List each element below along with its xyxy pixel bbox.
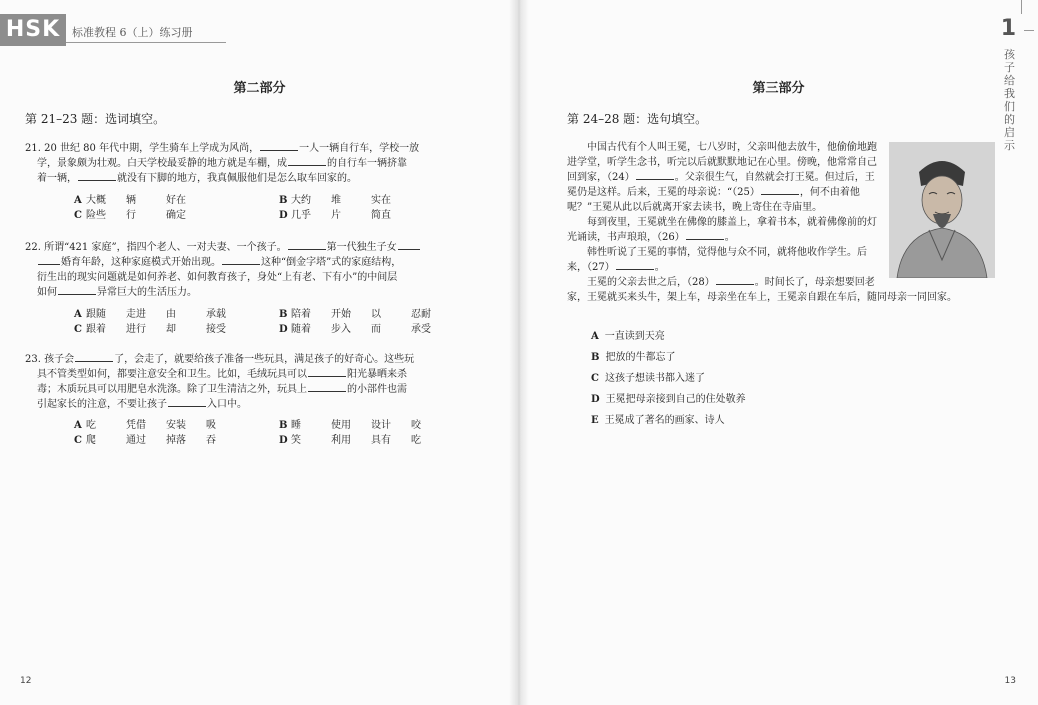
answer-blank[interactable] <box>308 382 346 392</box>
choice-b[interactable]: B 把放的牛都忘了 <box>591 352 676 363</box>
answer-blank[interactable] <box>260 141 298 151</box>
instruction: 第 21–23 题：选词填空。 <box>25 112 166 126</box>
answer-blank[interactable] <box>78 171 116 181</box>
portrait-illustration <box>889 142 995 278</box>
option-a[interactable]: A 吃 凭借 安装 吸 <box>74 420 216 431</box>
passage-paragraph-1: 中国古代有个人叫王冕，七八岁时，父亲叫他去放牛，他偷偷地跑进学堂，听学生念书，听完以后就默默地记在心里。傍晚，他常常自己回到家，（24） 。父亲很生气，自然就会打王冕。但过后，王冕仍是这样。后来，王冕的母亲说：“（25） ，何不由着他呢？”王冕从此以后就离开家去读书，晚上寄住在寺庙里。 <box>567 142 877 213</box>
page-number-right: 13 <box>1004 676 1016 686</box>
option-d[interactable]: D 随着 步入 而 承受 <box>279 324 431 335</box>
question-23: 23. 孩子会 了，会走了，就要给孩子准备一些玩具，满足孩子的好奇心。这些玩 具不管类型如何，都要注意安全和卫生。比如，毛绒玩具可以 阳光暴晒来杀 毒；木质玩具可以用肥皂水洗涤。除了卫生清洁之外，玩具上 的小部件也需 引起家长的注意，不要让孩子 入口中。 <box>25 354 415 410</box>
wang-mian-portrait <box>889 142 995 278</box>
section-title: 第三部分 <box>752 81 805 96</box>
option-b[interactable]: B 大约 堆 实在 <box>279 195 391 206</box>
answer-blank-24[interactable] <box>636 170 674 180</box>
instruction: 第 24–28 题：选句填空。 <box>567 112 708 126</box>
option-a[interactable]: A 跟随 走进 由 承载 <box>74 309 226 320</box>
option-a[interactable]: A 大概 辆 好在 <box>74 195 186 206</box>
option-b[interactable]: B 陪着 开始 以 忍耐 <box>279 309 431 320</box>
lesson-tab-dash <box>1024 30 1034 31</box>
sentence-choices <box>591 326 746 431</box>
option-d[interactable]: D 几乎 片 简直 <box>279 210 391 221</box>
passage-paragraph-2: 每到夜里，王冕就坐在佛像的膝盖上，拿着书本，就着佛像前的灯光诵读，书声琅琅，（26） 。 <box>567 217 877 243</box>
lesson-tab-line <box>1021 0 1022 14</box>
answer-blank[interactable] <box>222 255 260 265</box>
answer-blank[interactable] <box>398 240 420 250</box>
lesson-title: 孩子给我们的启示 <box>1004 48 1015 152</box>
answer-blank-28[interactable] <box>716 275 754 285</box>
question-22: 22. 所谓“421 家庭”，指四个老人、一对夫妻、一个孩子。 第一代独生子女 婚育年龄，这种家庭模式开始出现。 这种“倒金字塔”式的家庭结构， 衍生出的现实问题就是如何养老、如何教育孩子，身处“上有老、下有小”的中间层 如何 异常巨大的生活压力。 <box>25 240 475 300</box>
hsk-logo: HSK <box>0 14 66 46</box>
choice-e[interactable]: E 王冕成了著名的画家、诗人 <box>591 415 725 426</box>
option-d[interactable]: D 笑 利用 具有 吃 <box>279 435 421 446</box>
answer-blank[interactable] <box>75 352 113 362</box>
answer-blank[interactable] <box>168 397 206 407</box>
choice-c[interactable]: C 这孩子想读书都入迷了 <box>591 373 705 384</box>
lesson-number: 1 <box>1000 16 1016 41</box>
choice-a[interactable]: A 一直读到天亮 <box>591 331 665 342</box>
answer-blank-26[interactable] <box>686 230 724 240</box>
answer-blank[interactable] <box>288 156 326 166</box>
options-22 <box>74 307 484 337</box>
options-21 <box>74 193 484 223</box>
header-divider <box>66 42 226 43</box>
answer-blank[interactable] <box>38 255 60 265</box>
answer-blank-25[interactable] <box>761 185 799 195</box>
options-23 <box>74 418 484 448</box>
passage-paragraph-4: 王冕的父亲去世之后，（28） 。时间长了，母亲想要回老家，王冕就买来头牛，架上车，母亲坐在车上，王冕亲自跟在车后，随同母亲一同回家。 <box>567 277 957 303</box>
section-title: 第二部分 <box>233 81 286 96</box>
book-gutter-shadow <box>509 0 529 705</box>
option-b[interactable]: B 睡 使用 设计 咬 <box>279 420 421 431</box>
answer-blank[interactable] <box>58 285 96 295</box>
answer-blank[interactable] <box>308 367 346 377</box>
choice-d[interactable]: D 王冕把母亲接到自己的住处敬养 <box>591 394 746 405</box>
option-c[interactable]: C 跟着 进行 却 接受 <box>74 324 226 335</box>
answer-blank[interactable] <box>288 240 326 250</box>
option-c[interactable]: C 险些 行 确定 <box>74 210 186 221</box>
page-number-left: 12 <box>20 676 32 686</box>
option-c[interactable]: C 爬 通过 掉落 吞 <box>74 435 216 446</box>
book-title: 标准教程 6（上）练习册 <box>72 26 193 39</box>
passage-paragraph-3: 韩性听说了王冕的事情，觉得他与众不同，就将他收作学生。后来，（27） 。 <box>567 247 867 273</box>
right-page <box>519 0 1038 705</box>
answer-blank-27[interactable] <box>616 260 654 270</box>
question-21: 21. 20 世纪 80 年代中期，学生骑车上学成为风尚， 一人一辆自行车，学校一放 学，景象颇为壮观。白天学校最妥静的地方就是车棚，成 的自行车一辆挤靠 着一辆， 就没有下脚的地方，我真佩服他们是怎么取车回家的。 <box>25 143 420 184</box>
reading-passage <box>567 140 995 305</box>
